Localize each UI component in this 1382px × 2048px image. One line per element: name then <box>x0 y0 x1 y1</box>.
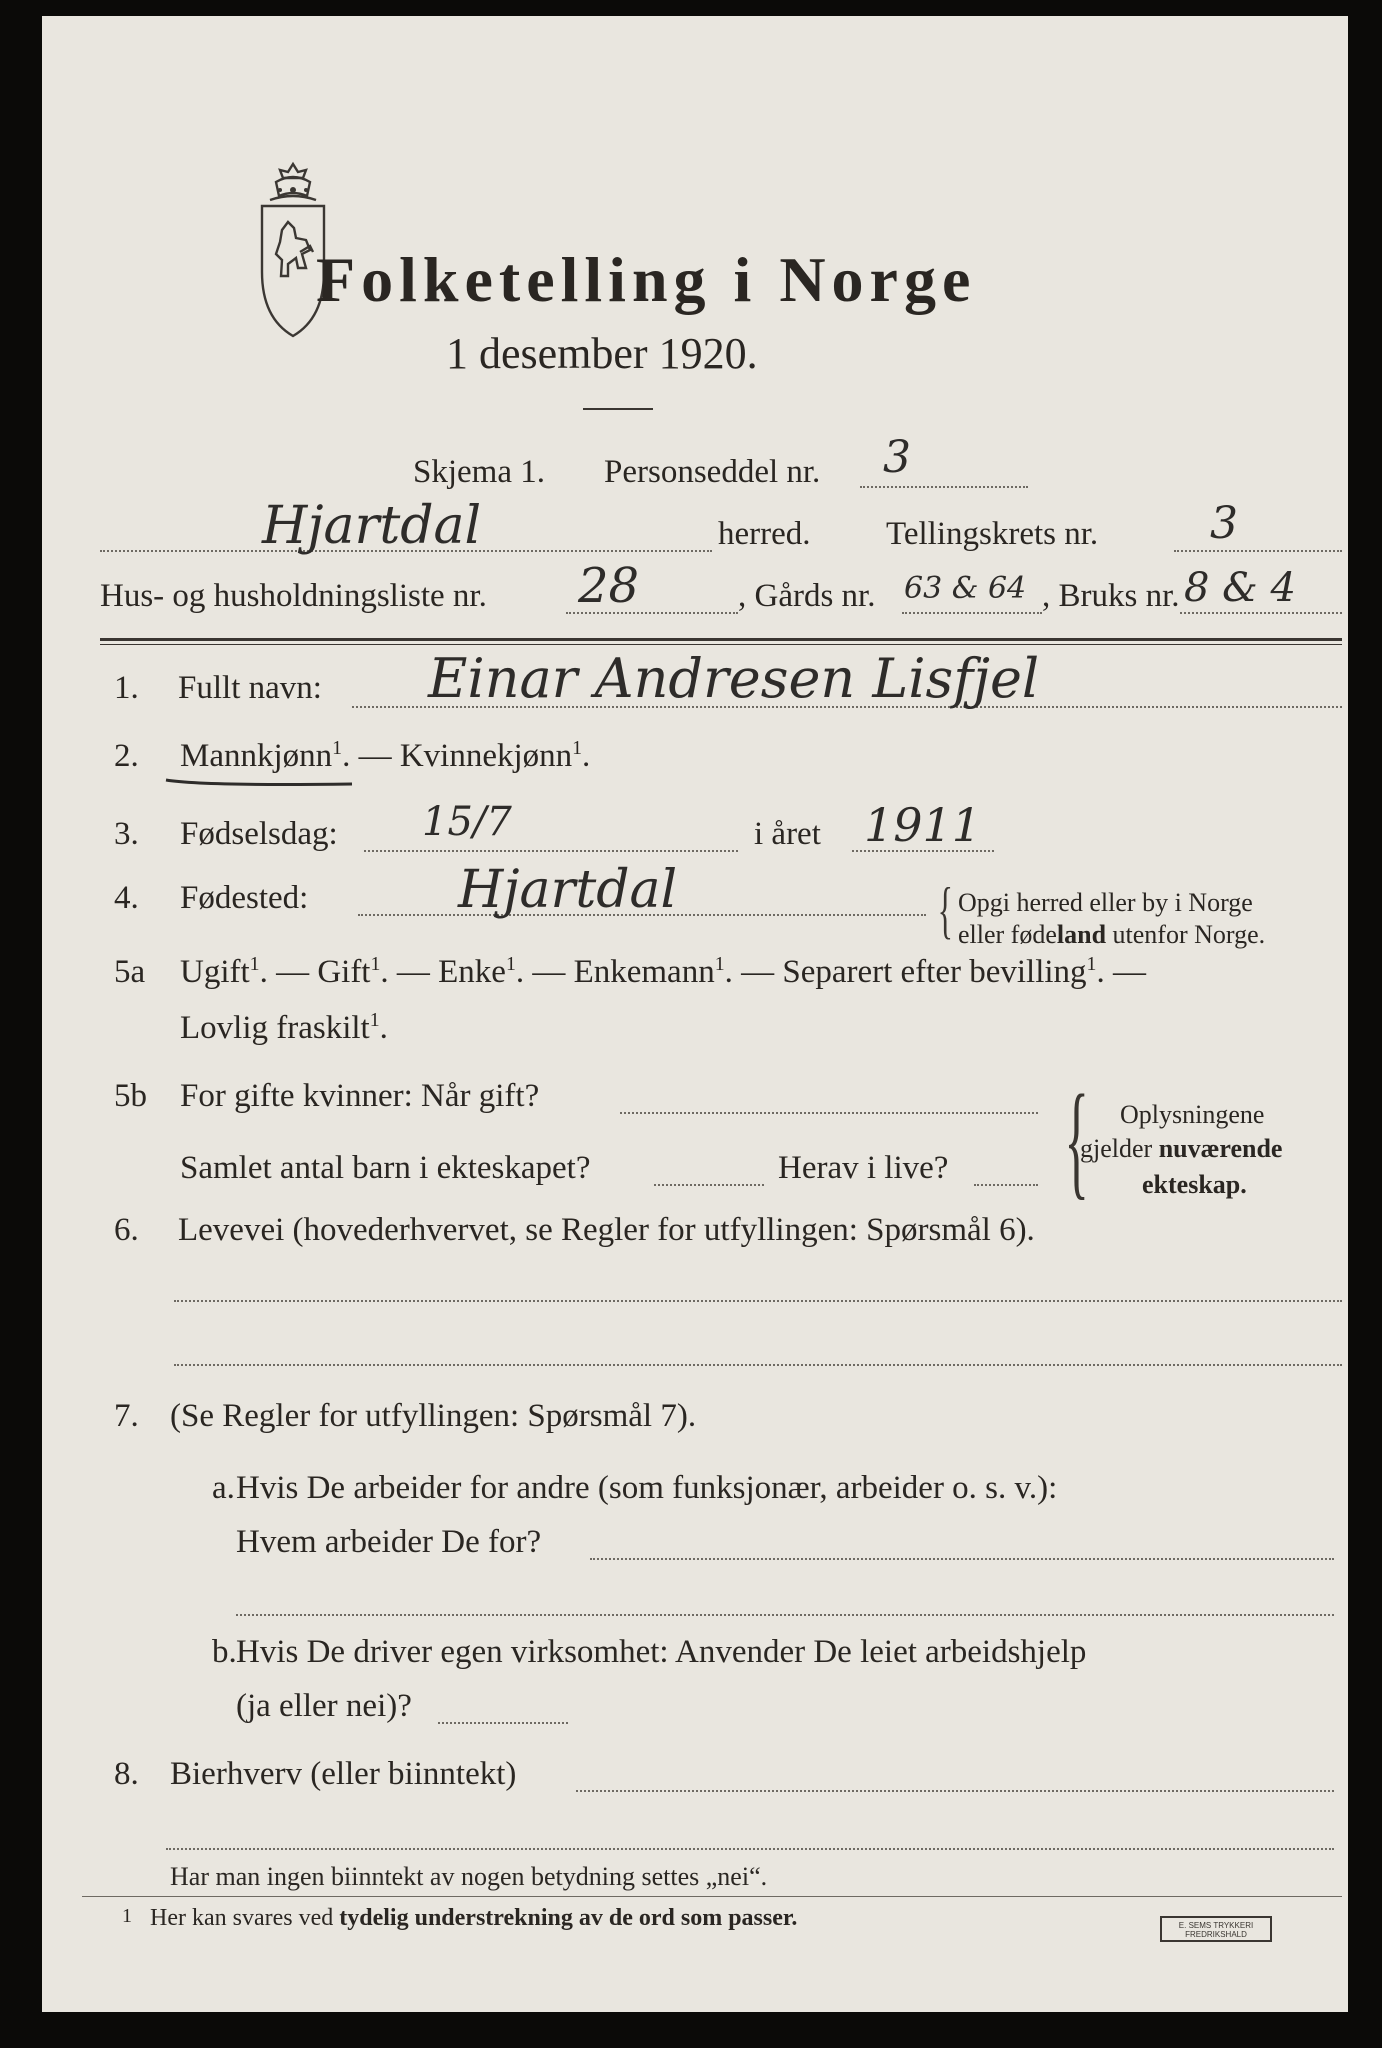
footnote-text: Her kan svares ved tydelig understrekning av de ord som passer. <box>150 1905 798 1931</box>
footnote-rule <box>82 1896 1342 1897</box>
q6-line1 <box>174 1300 1342 1302</box>
q5a-gift[interactable]: . — Gift <box>259 954 371 990</box>
tellingskrets-label: Tellingskrets nr. <box>886 516 1099 552</box>
q1-label: Fullt navn: <box>178 670 322 706</box>
q1-value[interactable]: Einar Andresen Lisfjel <box>428 647 1040 710</box>
q8-label: Bierhverv (eller biinntekt) <box>170 1756 517 1792</box>
q7a-answer-line2 <box>236 1614 1334 1616</box>
personseddel-value[interactable]: 3 <box>883 432 911 483</box>
q5a-ugift[interactable]: Ugift <box>180 954 250 990</box>
gards-value[interactable]: 63 & 64 <box>904 571 1027 606</box>
gards-line <box>902 612 1042 614</box>
q6-line2 <box>174 1364 1342 1366</box>
bruks-line <box>1180 612 1342 614</box>
q5b-note2: gjelder nuværende <box>1080 1134 1283 1163</box>
q7a-line1: Hvis De arbeider for andre (som funksjonær, arbeider o. s. v.): <box>236 1470 1058 1506</box>
q7a-letter: a. <box>212 1470 235 1506</box>
q7-label: (Se Regler for utfyllingen: Spørsmål 7). <box>170 1398 697 1434</box>
hus-label: Hus- og husholdningsliste nr. <box>100 578 487 614</box>
personseddel-line <box>860 486 1028 488</box>
q3-day-value[interactable]: 15/7 <box>422 799 512 845</box>
q2-female-option[interactable]: Kvinnekjønn <box>399 738 573 774</box>
q5b-note1: Oplysningene <box>1120 1100 1265 1129</box>
census-date: 1 desember 1920. <box>446 329 758 378</box>
q3-label: Fødselsdag: <box>180 816 338 852</box>
bruks-value[interactable]: 8 & 4 <box>1184 565 1296 611</box>
q3-year-label: i året <box>754 816 821 852</box>
q8-answer-line2 <box>166 1848 1334 1850</box>
q6-label: Levevei (hovederhvervet, se Regler for utfyllingen: Spørsmål 6). <box>178 1212 1035 1248</box>
q5a-number: 5a <box>114 954 146 990</box>
q5b-label3: Herav i live? <box>778 1150 949 1186</box>
form-title: Folketelling i Norge <box>316 244 977 315</box>
male-underline-mark <box>162 770 362 792</box>
q4-note-line1: Opgi herred eller by i Norge <box>958 888 1253 917</box>
q7-number: 7. <box>114 1398 139 1434</box>
q1-number: 1. <box>114 670 139 706</box>
header-divider-thin <box>100 644 1342 645</box>
skjema-label: Skjema 1. <box>413 454 545 490</box>
q3-year-value[interactable]: 1911 <box>864 798 982 852</box>
header-divider <box>100 638 1342 641</box>
q3-day-line <box>364 850 738 852</box>
q2-options: Mannkjønn$^1$. — Kvinnekjønn$^1$. <box>180 737 591 774</box>
q2-number: 2. <box>114 738 139 774</box>
bruks-label: , Bruks nr. <box>1042 578 1180 614</box>
q4-note-line2: eller fødeland utenfor Norge. <box>958 920 1266 949</box>
q5b-note3: ekteskap. <box>1142 1170 1247 1199</box>
q2-male-option[interactable]: Mannkjønn <box>180 738 333 774</box>
q7b-line2: (ja eller nei)? <box>236 1688 412 1724</box>
title-rule <box>583 408 653 410</box>
q7b-letter: b. <box>212 1634 237 1670</box>
tellingskrets-value[interactable]: 3 <box>1210 498 1238 549</box>
q8-note: Har man ingen biinntekt av nogen betydning settes „nei“. <box>170 1862 768 1891</box>
q6-number: 6. <box>114 1212 139 1248</box>
q4-number: 4. <box>114 880 139 916</box>
q8-answer-line1 <box>576 1790 1334 1792</box>
q7a-answer-line1 <box>590 1558 1334 1560</box>
printer-stamp: E. SEMS TRYKKERI FREDRIKSHALD <box>1160 1916 1272 1942</box>
q5a-options: Ugift$^1$. — Gift$^1$. — Enke$^1$. — Enkemann$^1$. — Separert efter bevilling$^1$. — <box>180 953 1146 990</box>
herred-label: herred. <box>718 516 811 552</box>
q3-number: 3. <box>114 816 139 852</box>
q7a-line2: Hvem arbeider De for? <box>236 1524 542 1560</box>
q4-note-brace: { <box>937 874 954 945</box>
q5a-enkemann[interactable]: . — Enkemann <box>515 954 715 990</box>
q5b-line3 <box>974 1184 1038 1186</box>
gards-label: , Gårds nr. <box>738 578 876 614</box>
q5a-line2: Lovlig fraskilt$^1$. <box>180 1009 388 1046</box>
q4-value[interactable]: Hjartdal <box>458 860 678 920</box>
q5b-label1: For gifte kvinner: Når gift? <box>180 1078 540 1114</box>
q5b-number: 5b <box>114 1078 147 1114</box>
census-form <box>42 16 1348 2012</box>
q5a-enke[interactable]: . — Enke <box>380 954 506 990</box>
q4-label: Fødested: <box>180 880 309 916</box>
q5a-fraskilt[interactable]: Lovlig fraskilt <box>180 1010 370 1046</box>
hus-value[interactable]: 28 <box>578 558 640 614</box>
q5b-note-brace: { <box>1064 1069 1090 1211</box>
q7b-answer-line <box>438 1722 568 1724</box>
q5b-line2 <box>654 1184 764 1186</box>
q7b-line1: Hvis De driver egen virksomhet: Anvender De leiet arbeidshjelp <box>236 1634 1087 1670</box>
q5a-separert[interactable]: . — Separert efter bevilling <box>724 954 1087 990</box>
tellingskrets-line <box>1174 550 1342 552</box>
q5b-line1 <box>620 1112 1038 1114</box>
q5b-label2: Samlet antal barn i ekteskapet? <box>180 1150 591 1186</box>
personseddel-label: Personseddel nr. <box>604 454 821 490</box>
q8-number: 8. <box>114 1756 139 1792</box>
herred-value[interactable]: Hjartdal <box>262 496 482 556</box>
footnote-marker: 1 <box>122 1905 132 1927</box>
